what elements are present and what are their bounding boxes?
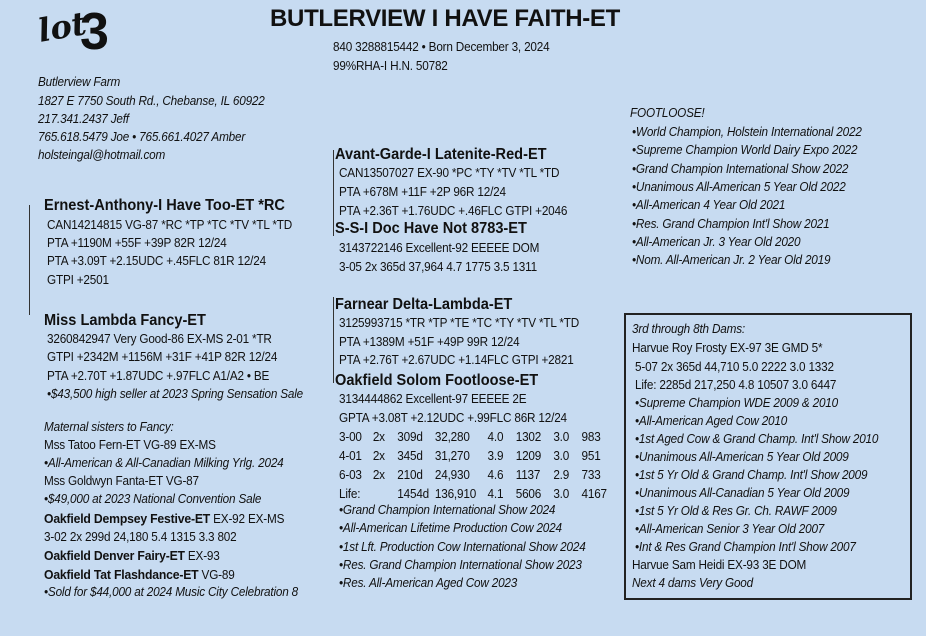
pedigree-line-dam-parents [333,297,334,383]
sister-score: EX-93 [184,549,220,563]
sire-line: PTA +3.09T +2.15UDC +.45FLC 81R 12/24 [47,254,266,268]
sister-note: •All-American & All-Canadian Milking Yrlg. 2024 [44,456,284,470]
farm-address: 1827 E 7750 South Rd., Chebanse, IL 60922 [38,94,265,108]
award-item: •All-American Jr. 3 Year Old 2020 [632,235,801,249]
maternal-grandsire-name: Farnear Delta-Lambda-ET [335,296,513,313]
sister-note: •$49,000 at 2023 National Convention Sale [44,492,262,506]
sister-score: EX-92 EX-MS [210,512,285,526]
lot-number: 3 [80,3,109,61]
dam-award: •All-American Aged Cow 2010 [635,414,788,428]
sister-name: Oakfield Denver Fairy-ET [44,548,185,563]
maternal-grandsire-line: PTA +1389M +51F +49P 99R 12/24 [339,335,520,349]
grandsire-line: PTA +678M +11F +2P 96R 12/24 [339,185,506,199]
sire-line: GTPI +2501 [47,273,109,287]
dam-line: 3260842947 Very Good-86 EX-MS 2-01 *TR [47,332,272,346]
sister-line: Mss Tatoo Fern-ET VG-89 EX-MS [44,438,216,452]
rha-hn: 99%RHA-I H.N. 50782 [333,59,448,73]
dam-name: Miss Lambda Fancy-ET [44,312,206,329]
sisters-heading: Maternal sisters to Fancy: [44,420,174,434]
grandsire-name: Avant-Garde-I Latenite-Red-ET [335,146,547,163]
dam-award: •1st 5 Yr Old & Grand Champ. Int'l Show 2009 [635,468,868,482]
maternal-granddam-line: 3134444862 Excellent-97 EEEEE 2E [339,392,527,406]
maternal-granddam-line: GPTA +3.08T +2.12UDC +.99FLC 86R 12/24 [339,411,567,425]
page-title: BUTLERVIEW I HAVE FAITH-ET [270,5,620,32]
sire-line: PTA +1190M +55F +39P 82R 12/24 [47,236,227,250]
grandsire-line: CAN13507027 EX-90 *PC *TY *TV *TL *TD [339,166,560,180]
pedigree-line-sire-parents [333,150,334,236]
dam-award: •1st Aged Cow & Grand Champ. Int'l Show 2010 [635,432,879,446]
sister-line: Mss Goldwyn Fanta-ET VG-87 [44,474,199,488]
dam-frosty: Harvue Roy Frosty EX-97 3E GMD 5* [632,341,823,355]
dams-heading: 3rd through 8th Dams: [632,322,745,336]
award-item: •Unanimous All-American 5 Year Old 2022 [632,180,846,194]
dam-award: •Unanimous All-American 5 Year Old 2009 [635,450,849,464]
farm-phone: 217.341.2437 Jeff [38,112,129,126]
dam-line: PTA +2.70T +1.87UDC +.97FLC A1/A2 • BE [47,369,270,383]
farm-email[interactable]: holsteingal@hotmail.com [38,148,166,162]
sister-note: •Sold for $44,000 at 2024 Music City Celebration 8 [44,585,299,599]
dam-heidi: Harvue Sam Heidi EX-93 3E DOM [632,558,807,572]
granddam-name: S-S-I Doc Have Not 8783-ET [335,220,527,237]
dam-note: •$43,500 high seller at 2023 Spring Sensation Sale [47,387,304,401]
dam-award: •Int & Res Grand Champion Int'l Show 2007 [635,540,856,554]
footloose-note: •Res. Grand Champion International Show 2023 [339,558,582,572]
granddam-line: 3143722146 Excellent-92 EEEEE DOM [339,241,540,255]
sister-name: Oakfield Dempsey Festive-ET [44,511,211,526]
maternal-granddam-name: Oakfield Solom Footloose-ET [335,372,539,389]
dam-line: GTPI +2342M +1156M +31F +41P 82R 12/24 [47,350,278,364]
lot-label: lot [35,4,90,50]
record-row: 4-01 2x 345d 31,270 3.9 1209 3.0 951 [339,449,601,463]
footloose-note: •All-American Lifetime Production Cow 2024 [339,521,562,535]
award-item: •Res. Grand Champion Int'l Show 2021 [632,217,830,231]
dam-award: •Supreme Champion WDE 2009 & 2010 [635,396,838,410]
dam-award: •1st 5 Yr Old & Res Gr. Ch. RAWF 2009 [635,504,837,518]
dam-award: •Unanimous All-Canadian 5 Year Old 2009 [635,486,850,500]
awards-heading: FOOTLOOSE! [630,106,705,120]
sister-line [44,546,220,566]
footloose-note: •1st Lft. Production Cow International Show 2024 [339,540,586,554]
record-row: Life: 1454d 136,910 4.1 5606 3.0 4167 [339,487,607,501]
dam-award: •All-American Senior 3 Year Old 2007 [635,522,825,536]
sister-score: VG-89 [198,568,235,582]
award-item: •Nom. All-American Jr. 2 Year Old 2019 [632,253,831,267]
footloose-note: •Grand Champion International Show 2024 [339,503,556,517]
award-item: •Grand Champion International Show 2022 [632,162,849,176]
sister-record: 3-02 2x 299d 24,180 5.4 1315 3.3 802 [44,530,237,544]
sister-line [44,565,235,585]
grandsire-line: PTA +2.36T +1.76UDC +.46FLC GTPI +2046 [339,204,568,218]
award-item: •World Champion, Holstein International 2022 [632,125,862,139]
record-row: 3-00 2x 309d 32,280 4.0 1302 3.0 983 [339,430,601,444]
sister-name: Oakfield Tat Flashdance-ET [44,567,199,582]
sire-line: CAN14214815 VG-87 *RC *TP *TC *TV *TL *TD [47,218,293,232]
record-row: 6-03 2x 210d 24,930 4.6 1137 2.9 733 [339,468,601,482]
award-item: •Supreme Champion World Dairy Expo 2022 [632,143,858,157]
dam-record: Life: 2285d 217,250 4.8 10507 3.0 6447 [635,378,837,392]
dams-next: Next 4 dams Very Good [632,576,754,590]
granddam-line: 3-05 2x 365d 37,964 4.7 1775 3.5 1311 [339,260,537,274]
sire-name: Ernest-Anthony-I Have Too-ET *RC [44,197,285,214]
sister-line [44,509,284,529]
maternal-grandsire-line: PTA +2.76T +2.67UDC +1.14FLC GTPI +2821 [339,353,574,367]
dam-record: 5-07 2x 365d 44,710 5.0 2222 3.0 1332 [635,360,834,374]
award-item: •All-American 4 Year Old 2021 [632,198,786,212]
farm-phones: 765.618.5479 Joe • 765.661.4027 Amber [38,130,246,144]
animal-id-born: 840 3288815442 • Born December 3, 2024 [333,40,550,54]
footloose-note: •Res. All-American Aged Cow 2023 [339,576,518,590]
maternal-grandsire-line: 3125993715 *TR *TP *TE *TC *TY *TV *TL *TD [339,316,580,330]
pedigree-line-sire [29,205,30,315]
farm-name: Butlerview Farm [38,75,121,89]
